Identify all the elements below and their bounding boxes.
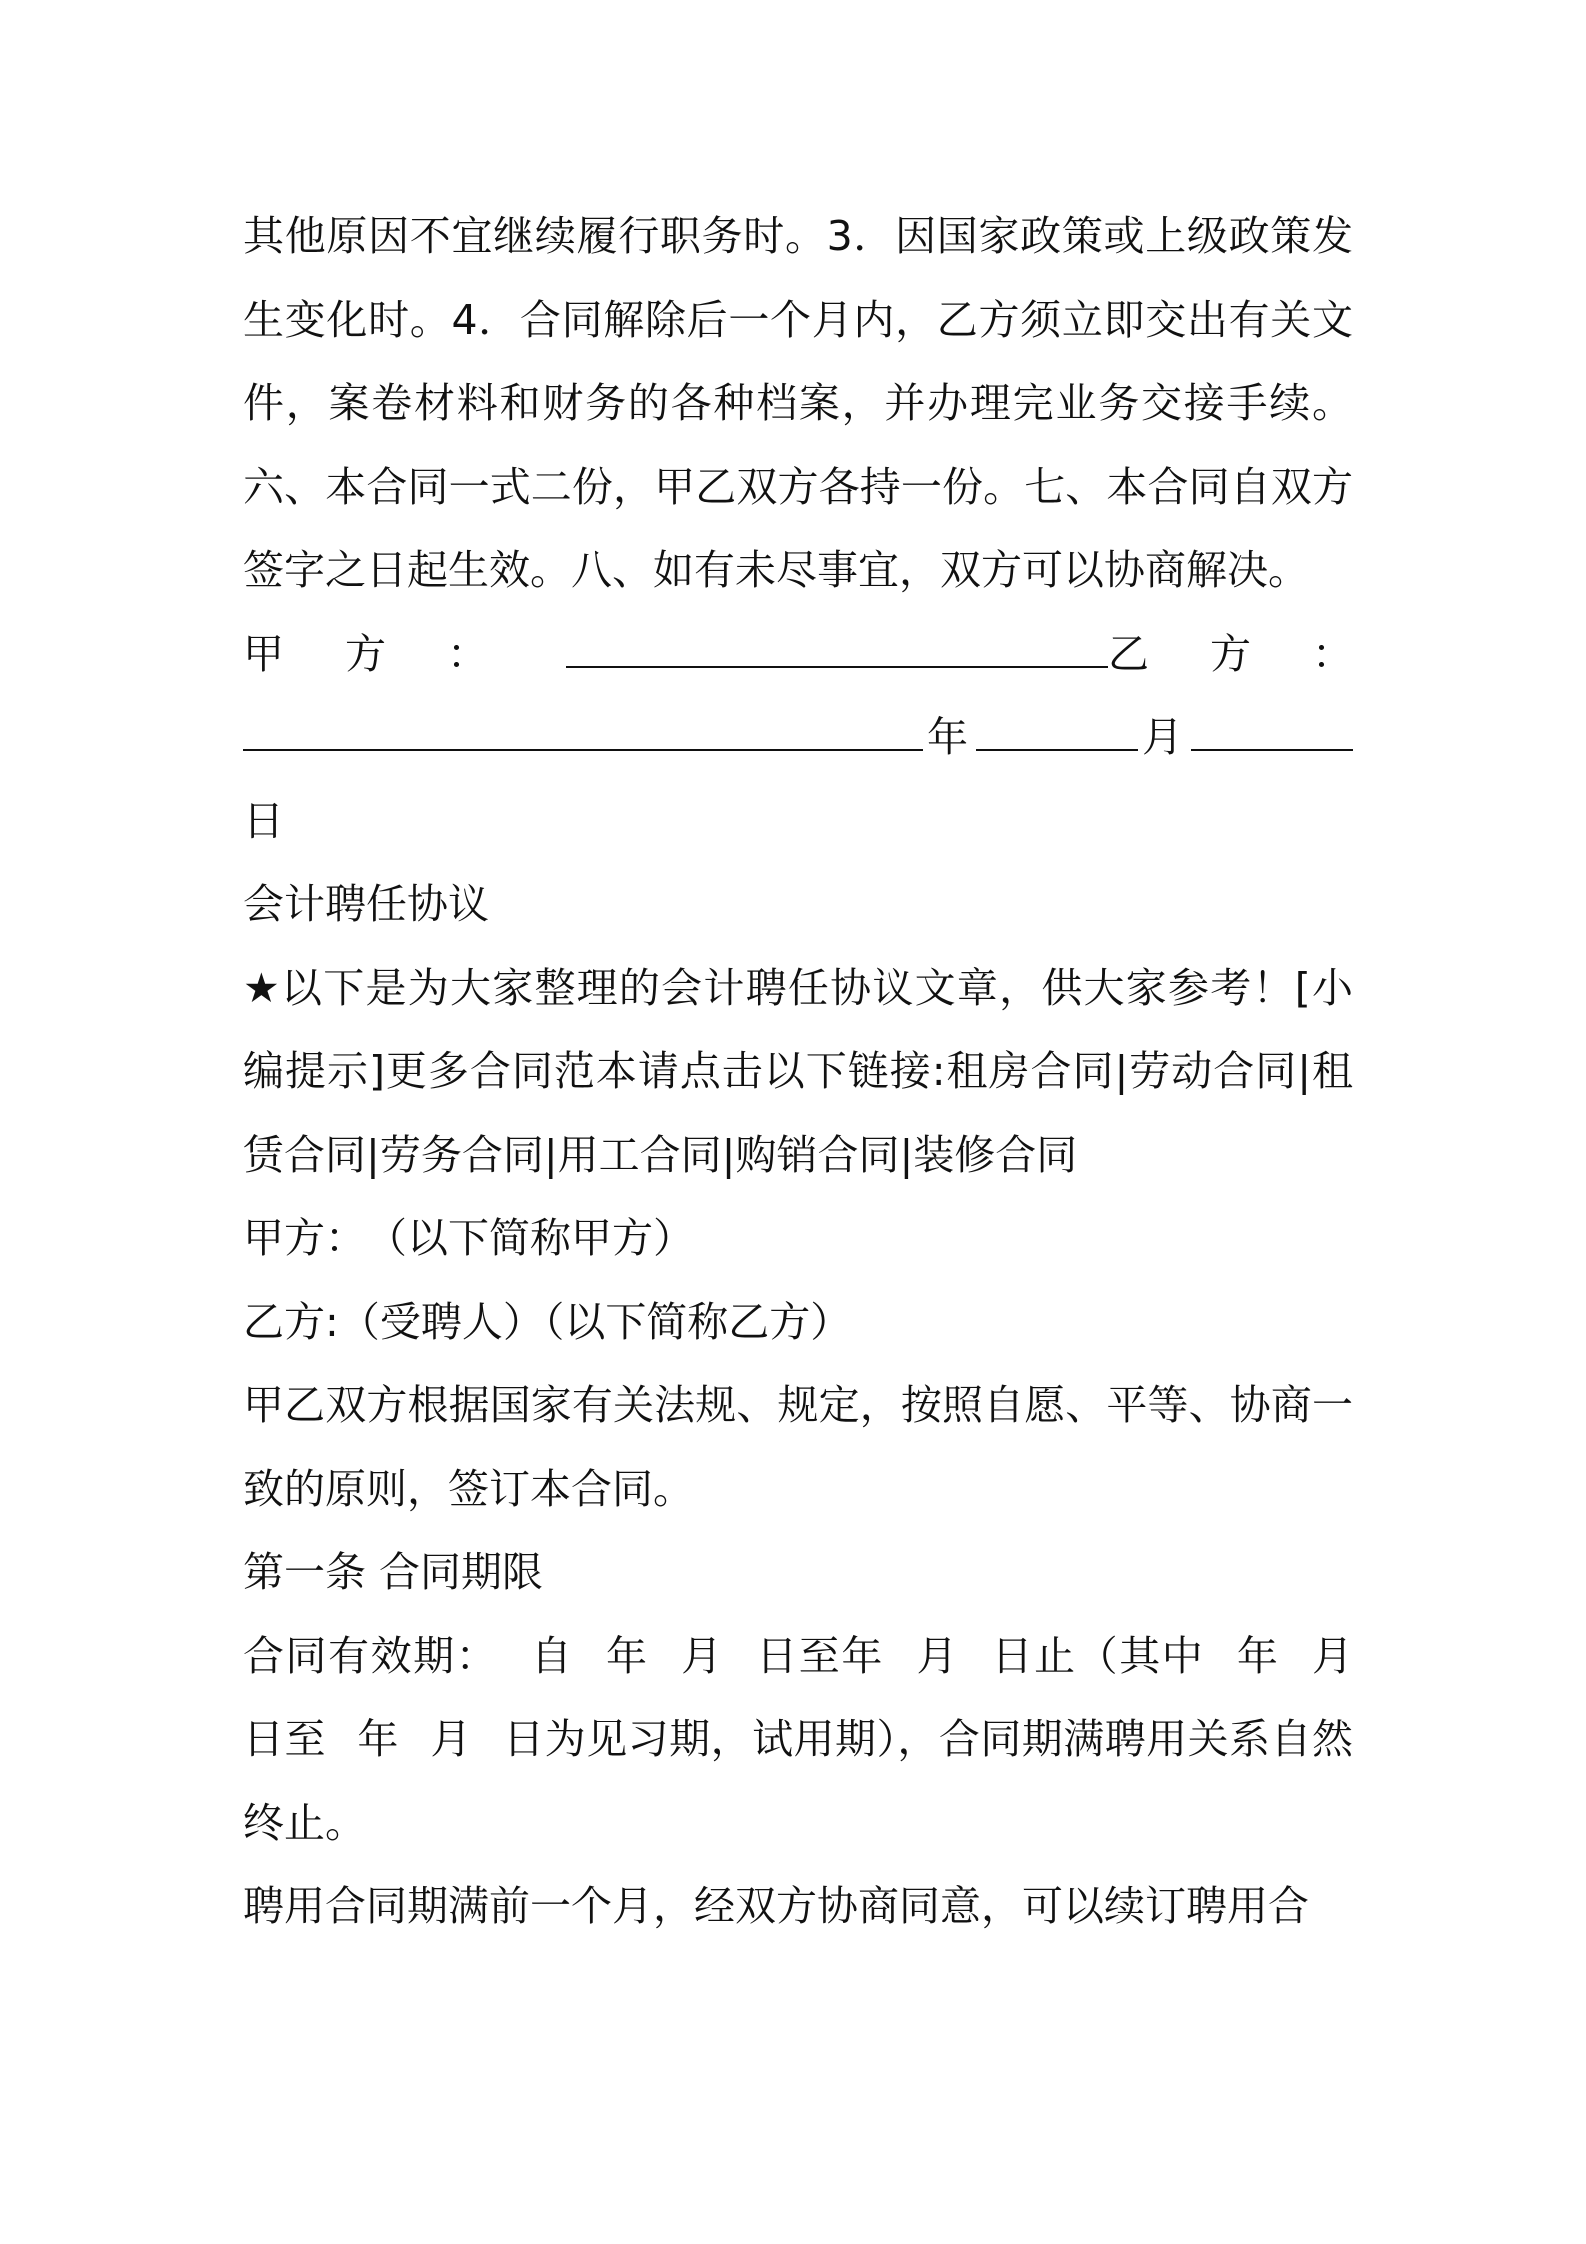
party-b-signature-label: 乙 方 ： bbox=[1108, 629, 1353, 678]
month-blank-before[interactable] bbox=[976, 749, 1138, 751]
validity-paragraph: 合同有效期： 自 年 月 日至年 月 日止（其中 年 月 日至 年 月 日为见习期，试用期），合同期满聘用关系自然终止。 bbox=[243, 1631, 1353, 1847]
month-label: 月 bbox=[1142, 713, 1183, 761]
continuation-paragraph: 其他原因不宜继续履行职务时。3．因国家政策或上级政策发生变化时。4．合同解除后一个月内，乙方须立即交出有关文件，案卷材料和财务的各种档案，并办理完业务交接手续。六、本合同一式二份，甲乙双方各持一份。七、本合同自双方签字之日起生效。八、如有未尽事宜，双方可以协商解决。 bbox=[243, 212, 1353, 594]
document-page bbox=[243, 195, 1353, 1949]
doc-title: 会计聘任协议 bbox=[243, 880, 489, 928]
year-label: 年 bbox=[927, 713, 968, 761]
signature-line-2 bbox=[243, 696, 1353, 780]
article-1-title: 第一条 合同期限 bbox=[243, 1548, 544, 1596]
intro-paragraph: ★以下是为大家整理的会计聘任协议文章，供大家参考！[小编提示]更多合同范本请点击以下链接:租房合同|劳动合同|租赁合同|劳务合同|用工合同|购销合同|装修合同 bbox=[243, 963, 1353, 1179]
party-a-signature-blank[interactable] bbox=[566, 666, 1108, 668]
principle-paragraph: 甲乙双方根据国家有关法规、规定，按照自愿、平等、协商一致的原则，签订本合同。 bbox=[243, 1381, 1353, 1513]
day-blank-before[interactable] bbox=[1191, 749, 1353, 751]
signature-line-1 bbox=[243, 613, 1353, 697]
day-label: 日 bbox=[243, 796, 284, 845]
party-b-line: 乙方:（受聘人）（以下简称乙方） bbox=[243, 1297, 852, 1346]
party-a-line: 甲方： （以下简称甲方） bbox=[243, 1214, 694, 1262]
party-b-signature-blank[interactable] bbox=[243, 749, 923, 751]
party-a-signature-label: 甲 方 ： bbox=[243, 629, 488, 678]
renewal-line: 聘用合同期满前一个月，经双方协商同意，可以续订聘用合 bbox=[243, 1882, 1309, 1930]
